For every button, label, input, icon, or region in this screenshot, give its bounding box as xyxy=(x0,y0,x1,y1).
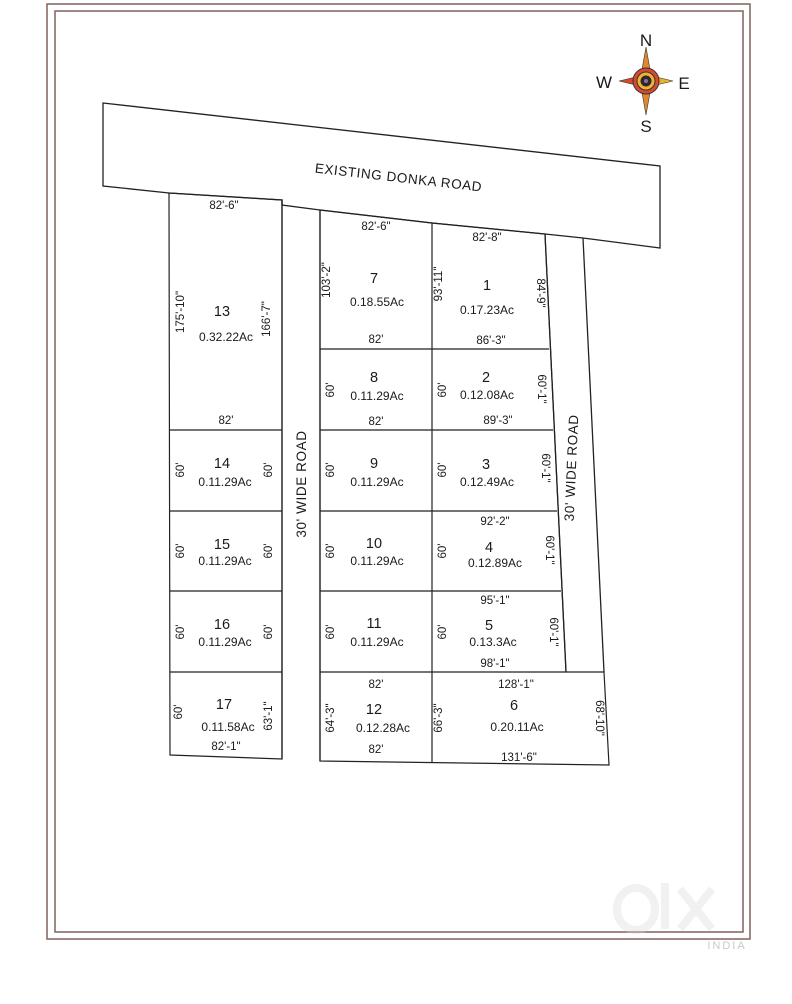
plot-2 xyxy=(437,370,547,427)
plot-dimension: 128'-1" xyxy=(498,679,534,691)
plot-17 xyxy=(173,697,275,753)
plot-dimension: 60' xyxy=(263,624,275,640)
plot-14 xyxy=(175,456,275,489)
plot-dimension: 60' xyxy=(263,543,275,559)
plot-12 xyxy=(325,702,410,756)
plot-dimension: 89'-3" xyxy=(483,415,513,427)
plot-5 xyxy=(437,617,559,670)
compass-east-label: E xyxy=(678,74,690,93)
plot-1 xyxy=(433,232,546,347)
plot-area: 0.11.29Ac xyxy=(350,475,404,489)
plot-dimension: 60' xyxy=(437,624,449,640)
plot-area: 0.12.28Ac xyxy=(355,721,411,735)
plot-16 xyxy=(175,617,275,649)
plot-area: 0.11.58Ac xyxy=(201,720,255,734)
plot-dimension: 60'-1" xyxy=(543,535,555,565)
plot-dimension: 82'-1" xyxy=(211,741,241,753)
plot-dimension: 60' xyxy=(325,543,337,559)
plot-dimension: 64'-3" xyxy=(325,703,337,733)
plot-dimension: 66'-3" xyxy=(433,703,445,733)
plot-area: 0.11.29Ac xyxy=(198,475,252,489)
plot-7 xyxy=(321,221,404,346)
plot-dimension: 60' xyxy=(325,462,337,478)
plot-dimension: 98'-1" xyxy=(480,658,510,670)
plot-area: 0.13.3Ac xyxy=(469,635,517,649)
plot-dimension: 82' xyxy=(368,416,384,428)
plot-dimension: 166'-7" xyxy=(261,301,273,337)
top-road-label: EXISTING DONKA ROAD xyxy=(314,160,483,195)
plot-dimension: 86'-3" xyxy=(476,335,506,347)
plot-number: 12 xyxy=(365,702,383,718)
plot-area: 0.32.22Ac xyxy=(198,330,254,344)
left-road-label: 30' WIDE ROAD xyxy=(294,430,309,538)
plot-9 xyxy=(325,456,404,489)
plot-dimension: 84'-9" xyxy=(534,278,546,308)
plot-dimension: 95'-1" xyxy=(480,595,510,607)
plot-dimension: 63'-1" xyxy=(263,701,275,731)
compass-west-label: W xyxy=(595,73,613,92)
plot-area: 0.11.29Ac xyxy=(198,554,252,568)
olx-watermark-logo xyxy=(617,883,746,930)
plot-15 xyxy=(175,537,275,568)
plot-area: 0.12.49Ac xyxy=(459,475,515,489)
plot-number: 17 xyxy=(215,697,233,713)
plot-dimension: 175'-10" xyxy=(175,290,187,334)
plot-dimension: 93'-11" xyxy=(433,266,445,302)
plot-dimension: 131'-6" xyxy=(501,752,537,764)
compass-rose xyxy=(619,47,673,115)
plot-dimension: 82'-8" xyxy=(472,232,502,244)
plot-number: 11 xyxy=(366,616,382,632)
plot-dimension: 60' xyxy=(175,462,187,478)
plot-dimension: 60' xyxy=(263,462,275,478)
plot-number: 7 xyxy=(369,271,379,287)
plot-4 xyxy=(437,535,555,607)
plot-dimension: 60'-1" xyxy=(535,374,547,404)
right-road-edge-east xyxy=(583,238,604,672)
plot-dimension: 60' xyxy=(437,462,449,478)
plot-number: 8 xyxy=(369,370,379,386)
right-road-label: 30' WIDE ROAD xyxy=(561,413,582,522)
olx-watermark-tag: INDIA xyxy=(707,940,747,952)
plot-dimension: 92'-2" xyxy=(480,516,510,528)
plot-10 xyxy=(325,536,404,568)
plot-area: 0.12.08Ac xyxy=(459,388,515,402)
plot-13 xyxy=(175,200,273,427)
inner-frame xyxy=(55,11,743,932)
plot-area: 0.11.29Ac xyxy=(350,635,404,649)
plot-number: 16 xyxy=(213,617,231,633)
plot-number: 6 xyxy=(509,698,519,714)
plot-number: 4 xyxy=(484,540,494,556)
plot-6 xyxy=(433,679,605,764)
plot-area: 0.11.29Ac xyxy=(350,389,404,403)
plot-area: 0.17.23Ac xyxy=(459,303,515,317)
plot-dimension: 60' xyxy=(173,704,185,720)
plot-dimension: 103'-2" xyxy=(321,262,333,298)
plot-number: 10 xyxy=(365,536,383,552)
plot-3 xyxy=(437,453,551,528)
plot-number: 14 xyxy=(213,456,231,472)
plot-area: 0.12.89Ac xyxy=(467,556,523,570)
plot-dimension: 60' xyxy=(437,382,449,398)
plot-dimension: 68'-10" xyxy=(593,700,605,736)
plot-dimension: 60' xyxy=(175,624,187,640)
plot-dimension: 82' xyxy=(218,415,234,427)
plot-dimension: 60'-1" xyxy=(547,617,559,647)
plot-area: 0.11.29Ac xyxy=(198,635,252,649)
plot-dimension: 60'-1" xyxy=(539,453,551,483)
plot-area: 0.20.11Ac xyxy=(490,720,544,734)
plot-dimension: 82'-6" xyxy=(361,221,391,233)
plot-dimension: 82' xyxy=(368,334,384,346)
plot-number: 15 xyxy=(213,537,231,553)
compass-south-label: S xyxy=(640,117,652,136)
plot-area: 0.11.29Ac xyxy=(350,554,404,568)
plot-dimension: 82'-6" xyxy=(209,200,239,212)
plot-dimension: 60' xyxy=(325,382,337,398)
plot-dimension: 60' xyxy=(325,624,337,640)
plot-number: 2 xyxy=(481,370,491,386)
plot-number: 5 xyxy=(484,618,494,634)
plot-number: 9 xyxy=(369,456,379,472)
compass-north-label: N xyxy=(639,31,653,50)
plot-8 xyxy=(325,370,404,428)
plot-dimension: 60' xyxy=(437,543,449,559)
plot-dimension: 82' xyxy=(368,744,384,756)
plot-number: 1 xyxy=(482,278,492,294)
plot-dimension: 60' xyxy=(175,543,187,559)
plot-area: 0.18.55Ac xyxy=(349,295,405,309)
outer-frame xyxy=(47,4,750,939)
plot-11 xyxy=(325,616,404,691)
plot-number: 3 xyxy=(481,457,491,473)
plot-dimension: 82' xyxy=(368,679,384,691)
plot-number: 13 xyxy=(213,304,231,320)
